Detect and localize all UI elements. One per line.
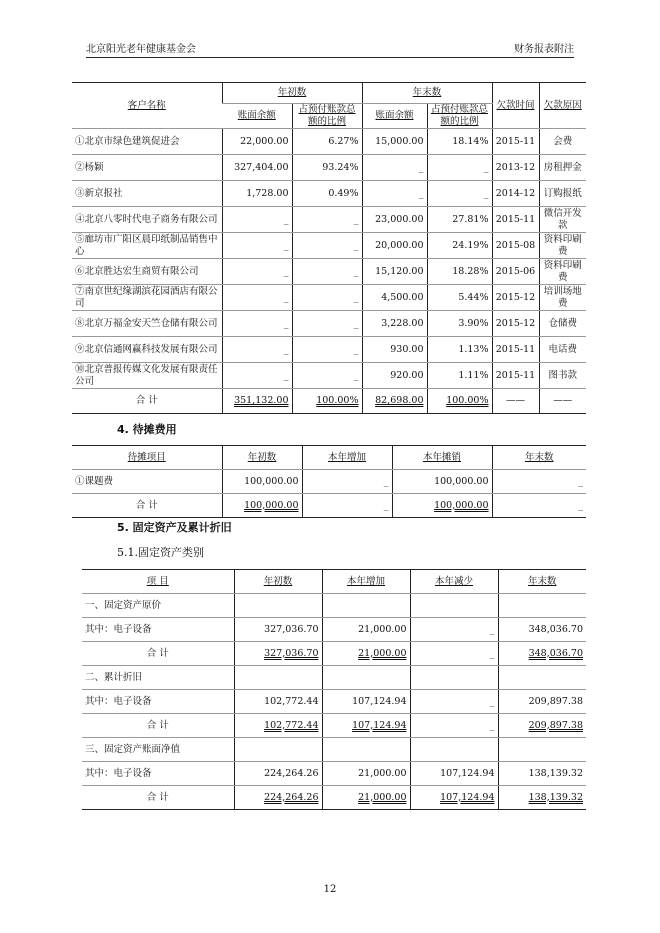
table-row xyxy=(72,311,586,337)
customer-name: ⑩北京普报传媒文化发展有限责任公司 xyxy=(72,363,222,389)
customer-name: ⑥北京胜达宏生商贸有限公司 xyxy=(72,259,222,285)
subtotal-label: 合 计 xyxy=(82,714,234,738)
arrears-reason: 仓储费 xyxy=(539,311,586,337)
add-value: 107,124.94 xyxy=(322,690,410,714)
begin-ratio: _ xyxy=(292,233,362,259)
customer-name: ②杨颖 xyxy=(72,155,222,181)
arrears-reason: 会费 xyxy=(539,129,586,155)
begin-amount: 1,728.00 xyxy=(222,181,292,207)
begin-amount: 22,000.00 xyxy=(222,129,292,155)
table-row xyxy=(72,155,586,181)
end-amount: 930.00 xyxy=(362,337,427,363)
col-end: 年末数 xyxy=(492,446,586,470)
subtotal-row xyxy=(82,642,586,666)
subtotal-reduce: _ xyxy=(410,714,498,738)
total-end: _ xyxy=(492,494,586,518)
end-amount: 20,000.00 xyxy=(362,233,427,259)
table-row xyxy=(72,363,586,389)
end-ratio: _ xyxy=(427,181,492,207)
end-ratio: 3.90% xyxy=(427,311,492,337)
table-row xyxy=(72,285,586,311)
begin-ratio: 0.49% xyxy=(292,181,362,207)
customer-name: ③新京报社 xyxy=(72,181,222,207)
table-row xyxy=(72,470,586,494)
col-amortize: 本年摊销 xyxy=(392,446,492,470)
section-4-title: 4. 待摊费用 xyxy=(117,423,177,436)
total-label: 合 计 xyxy=(135,395,158,406)
begin-ratio: _ xyxy=(292,285,362,311)
begin-amount: _ xyxy=(222,285,292,311)
end-amount: 23,000.00 xyxy=(362,207,427,233)
item-name: 其中：电子设备 xyxy=(82,690,234,714)
item-name: ①课题费 xyxy=(72,470,222,494)
begin-ratio: _ xyxy=(292,207,362,233)
begin-ratio: _ xyxy=(292,337,362,363)
arrears-time: 2015-12 xyxy=(492,311,539,337)
item-name: 其中：电子设备 xyxy=(82,762,234,786)
customer-name: ⑦南京世纪缘湖滨花园酒店有限公司 xyxy=(72,285,222,311)
arrears-reason: 电话费 xyxy=(539,337,586,363)
arrears-time: 2015-11 xyxy=(492,363,539,389)
arrears-reason: 微信开发款 xyxy=(539,207,586,233)
deferred-expense-table xyxy=(72,445,586,518)
end-amount: _ xyxy=(362,155,427,181)
total-row xyxy=(82,786,586,810)
prepayment-table xyxy=(72,82,586,414)
subtotal-end: 209,897.38 xyxy=(498,714,586,738)
total-end-amount: 82,698.00 xyxy=(362,389,427,414)
end-ratio: 24.19% xyxy=(427,233,492,259)
col-item: 项 目 xyxy=(82,570,234,594)
total-end: 138,139.32 xyxy=(498,786,586,810)
begin-amount: _ xyxy=(222,337,292,363)
table-row xyxy=(82,690,586,714)
end-amount: 15,120.00 xyxy=(362,259,427,285)
total-reduce: 107,124.94 xyxy=(410,786,498,810)
arrears-time: 2015-12 xyxy=(492,285,539,311)
total-time: —— xyxy=(492,389,539,414)
subtotal-add: 21,000.00 xyxy=(322,642,410,666)
item-name: 其中：电子设备 xyxy=(82,618,234,642)
end-value: _ xyxy=(492,470,586,494)
col-end-group: 年末数 xyxy=(362,83,492,104)
section-5-title: 5. 固定资产及累计折旧 xyxy=(117,521,232,534)
total-reason: —— xyxy=(539,389,586,414)
col-end: 年末数 xyxy=(498,570,586,594)
header-row xyxy=(72,446,586,470)
end-ratio: _ xyxy=(427,155,492,181)
col-add: 本年增加 xyxy=(322,570,410,594)
table-row xyxy=(82,618,586,642)
customer-name: ④北京八零时代电子商务有限公司 xyxy=(72,207,222,233)
category-net-value: 三、固定资产账面净值 xyxy=(82,738,234,762)
col-end-ratio: 占预付账款总额的比例 xyxy=(427,104,492,129)
arrears-reason: 培训场地费 xyxy=(539,285,586,311)
col-item: 待摊项目 xyxy=(72,446,222,470)
subtotal-end: 348,036.70 xyxy=(498,642,586,666)
total-add: 21,000.00 xyxy=(322,786,410,810)
end-amount: 15,000.00 xyxy=(362,129,427,155)
begin-ratio: 93.24% xyxy=(292,155,362,181)
col-reduce: 本年减少 xyxy=(410,570,498,594)
begin-value: 224,264.26 xyxy=(234,762,322,786)
category-row xyxy=(82,738,586,762)
total-label: 合 计 xyxy=(146,791,169,803)
total-add: _ xyxy=(302,494,392,518)
subtotal-begin: 327,036.70 xyxy=(234,642,322,666)
subtotal-row xyxy=(82,714,586,738)
arrears-time: 2015-08 xyxy=(492,233,539,259)
begin-value: 327,036.70 xyxy=(234,618,322,642)
header-doc-title: 财务报表附注 xyxy=(514,44,574,55)
table-row xyxy=(72,337,586,363)
end-ratio: 18.28% xyxy=(427,259,492,285)
total-begin-amount: 351,132.00 xyxy=(222,389,292,414)
reduce-value: _ xyxy=(410,690,498,714)
page-number: 12 xyxy=(323,884,337,895)
category-row xyxy=(82,666,586,690)
begin-value: 100,000.00 xyxy=(222,470,302,494)
col-arrears-time: 欠款时间 xyxy=(492,83,539,129)
total-begin: 100,000.00 xyxy=(222,494,302,518)
begin-ratio: _ xyxy=(292,259,362,285)
arrears-reason: 资料印刷费 xyxy=(539,259,586,285)
arrears-time: 2015-11 xyxy=(492,207,539,233)
customer-name: ⑨北京信通网赢科技发展有限公司 xyxy=(72,337,222,363)
begin-amount: _ xyxy=(222,233,292,259)
begin-amount: _ xyxy=(222,259,292,285)
total-label: 合 计 xyxy=(135,499,158,511)
subtotal-reduce: _ xyxy=(410,642,498,666)
customer-name: ⑧北京万福金安天竺仓储有限公司 xyxy=(72,311,222,337)
arrears-reason: 资料印刷费 xyxy=(539,233,586,259)
table-row xyxy=(72,129,586,155)
table-row xyxy=(72,181,586,207)
end-amount: 4,500.00 xyxy=(362,285,427,311)
begin-ratio: _ xyxy=(292,311,362,337)
page-header xyxy=(86,40,574,58)
total-row xyxy=(72,389,586,414)
col-begin: 年初数 xyxy=(234,570,322,594)
begin-amount: _ xyxy=(222,363,292,389)
arrears-time: 2015-06 xyxy=(492,259,539,285)
reduce-value: 107,124.94 xyxy=(410,762,498,786)
col-arrears-reason: 欠款原因 xyxy=(539,83,586,129)
arrears-reason: 图书款 xyxy=(539,363,586,389)
end-amount: 3,228.00 xyxy=(362,311,427,337)
subtotal-add: 107,124.94 xyxy=(322,714,410,738)
add-value: _ xyxy=(302,470,392,494)
table-row xyxy=(72,233,586,259)
add-value: 21,000.00 xyxy=(322,762,410,786)
category-row xyxy=(82,594,586,618)
end-amount: 920.00 xyxy=(362,363,427,389)
fixed-asset-table xyxy=(82,569,586,810)
total-begin: 224,264.26 xyxy=(234,786,322,810)
arrears-time: 2015-11 xyxy=(492,129,539,155)
col-customer-name: 客户名称 xyxy=(72,83,222,129)
subtotal-label: 合 计 xyxy=(82,642,234,666)
category-original-cost: 一、固定资产原价 xyxy=(82,594,234,618)
section-5-1-subtitle: 5.1.固定资产类别 xyxy=(117,546,204,559)
begin-amount: 327,404.00 xyxy=(222,155,292,181)
end-value: 138,139.32 xyxy=(498,762,586,786)
table-row xyxy=(72,207,586,233)
header-org-name: 北京阳光老年健康基金会 xyxy=(86,44,196,55)
add-value: 21,000.00 xyxy=(322,618,410,642)
arrears-reason: 房租押金 xyxy=(539,155,586,181)
col-begin-ratio: 占预付账款总额的比例 xyxy=(292,104,362,129)
reduce-value: _ xyxy=(410,618,498,642)
total-end-ratio: 100.00% xyxy=(427,389,492,414)
table-row xyxy=(72,259,586,285)
header-row xyxy=(82,570,586,594)
end-value: 209,897.38 xyxy=(498,690,586,714)
arrears-time: 2015-11 xyxy=(492,337,539,363)
end-ratio: 5.44% xyxy=(427,285,492,311)
arrears-time: 2013-12 xyxy=(492,155,539,181)
end-amount: _ xyxy=(362,181,427,207)
total-amortize: 100,000.00 xyxy=(392,494,492,518)
end-ratio: 18.14% xyxy=(427,129,492,155)
col-begin-group: 年初数 xyxy=(222,83,362,104)
arrears-time: 2014-12 xyxy=(492,181,539,207)
table-row xyxy=(82,762,586,786)
customer-name: ⑤廊坊市广阳区晨印纸制品销售中心 xyxy=(72,233,222,259)
total-begin-ratio: 100.00% xyxy=(292,389,362,414)
col-begin: 年初数 xyxy=(222,446,302,470)
col-add: 本年增加 xyxy=(302,446,392,470)
end-ratio: 1.11% xyxy=(427,363,492,389)
begin-value: 102,772.44 xyxy=(234,690,322,714)
category-depreciation: 二、累计折旧 xyxy=(82,666,234,690)
begin-ratio: 6.27% xyxy=(292,129,362,155)
end-ratio: 27.81% xyxy=(427,207,492,233)
customer-name: ①北京市绿色建筑促进会 xyxy=(72,129,222,155)
begin-amount: _ xyxy=(222,311,292,337)
total-row xyxy=(72,494,586,518)
end-ratio: 1.13% xyxy=(427,337,492,363)
amortize-value: 100,000.00 xyxy=(392,470,492,494)
begin-amount: _ xyxy=(222,207,292,233)
end-value: 348,036.70 xyxy=(498,618,586,642)
begin-ratio: _ xyxy=(292,363,362,389)
subtotal-begin: 102,772.44 xyxy=(234,714,322,738)
col-end-amount: 账面余额 xyxy=(362,104,427,129)
col-begin-amount: 账面余额 xyxy=(222,104,292,129)
arrears-reason: 订购报纸 xyxy=(539,181,586,207)
